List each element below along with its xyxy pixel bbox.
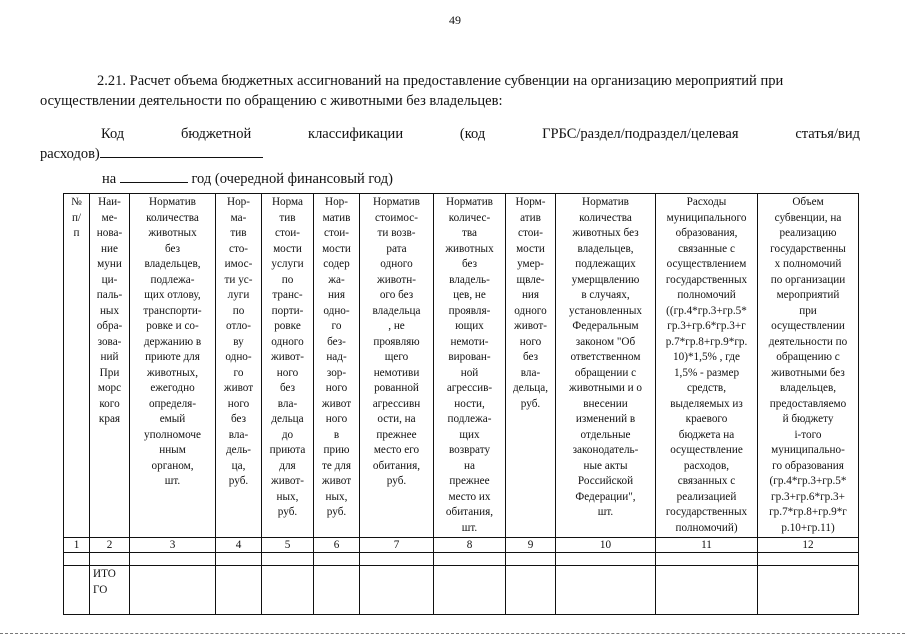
classification-word: статья/вид <box>795 126 860 142</box>
column-number: 7 <box>360 538 434 553</box>
table-cell <box>216 553 262 566</box>
classification-word: Код <box>101 126 125 142</box>
table-cell <box>506 553 556 566</box>
year-suffix: год (очередной финансовый год) <box>191 171 393 187</box>
column-number: 12 <box>758 538 859 553</box>
blank-line <box>100 157 263 158</box>
table-cell <box>130 566 216 615</box>
classification-word: ГРБС/раздел/подраздел/целевая <box>542 126 739 142</box>
column-number: 2 <box>90 538 130 553</box>
table-cell <box>556 553 656 566</box>
section-heading: 2.21. Расчет объема бюджетных ассигнований на предоставление субвенции на организацию мероприятий при осуществлении деятельности по обращению с животными без владельцев: <box>40 73 784 109</box>
table-cell <box>64 553 90 566</box>
table-cell <box>64 566 90 615</box>
table-cell <box>130 553 216 566</box>
header-cell: Расходы муниципального образования, связанные с осуществлением государственных полномочий ((гр.4*гр.3+гр.5* гр.3+гр.6*гр.3+г р.7*гр.8+гр.9*гр. 10)*1,5% , где 1,5% - размер средств, выделяемых из краевого бюджета на осуществление расходов, связанных с реализацией государственных полномочий) <box>656 194 758 538</box>
column-number: 3 <box>130 538 216 553</box>
header-cell: Наи- ме- нова- ние муни ци- паль- ных обра- зова- ний При морс кого края <box>90 194 130 538</box>
header-cell: Нор- матив стои- мости содер жа- ния одно- го без- над- зор- ного живот ного в прию те для живот ных, руб. <box>314 194 360 538</box>
table-cell <box>262 553 314 566</box>
table-cell <box>360 566 434 615</box>
column-number: 9 <box>506 538 556 553</box>
year-blank <box>120 182 188 183</box>
header-cell: Нор- ма- тив сто- имос- ти ус- луги по отло- ву одно- го живот ного без вла- дель- ца, руб. <box>216 194 262 538</box>
header-cell: Норматив стоимос- ти возв- рата одного животн- ого без владельца , не проявляю щего немотиви рованной агрессивн ости, на прежнее место его обитания, руб. <box>360 194 434 538</box>
classification-word: классификации <box>308 126 404 142</box>
table-cell <box>656 553 758 566</box>
table-cell <box>314 553 360 566</box>
table-cell <box>506 566 556 615</box>
header-cell: Норм- атив стои- мости умер- щвле- ния одного живот- ного без вла- дельца, руб. <box>506 194 556 538</box>
table-cell <box>656 566 758 615</box>
classification-line <box>40 124 860 144</box>
column-number: 10 <box>556 538 656 553</box>
calculation-table <box>63 193 859 615</box>
table-cell <box>90 553 130 566</box>
table-cell <box>216 566 262 615</box>
column-number: 8 <box>434 538 506 553</box>
table-row-total <box>64 566 859 615</box>
header-cell: Норматив количес- тва животных без владель- цев, не проявля- ющих немоти- вирован- ной агрессив- ности, подлежа- щих возврату на прежнее место их обитания, шт. <box>434 194 506 538</box>
classification-word: бюджетной <box>180 126 252 142</box>
table-cell <box>758 553 859 566</box>
year-line <box>102 169 905 189</box>
table-cell <box>262 566 314 615</box>
classification-word: (код <box>459 126 486 142</box>
column-number: 5 <box>262 538 314 553</box>
classification-continuation <box>40 144 860 164</box>
table-cell <box>556 566 656 615</box>
header-cell: Норма тив стои- мости услуги по транс- порти- ровке одного живот- ного без вла- дельца до приюта для живот- ных, руб. <box>262 194 314 538</box>
header-cell: Объем субвенции, на реализацию государственны х полномочий по организации мероприятий при осуществлении деятельности по обращению с животными без владельцев, предоставляемо й бюджету i-того муниципально- го образования (гр.4*гр.3+гр.5* гр.3+гр.6*гр.3+ гр.7*гр.8+гр.9*г р.10+гр.11) <box>758 194 859 538</box>
header-cell: № п/ п <box>64 194 90 538</box>
table-header-row <box>64 194 859 538</box>
page-number: 49 <box>449 13 461 27</box>
table-cell <box>434 553 506 566</box>
classification-block <box>40 124 860 164</box>
table-cell <box>434 566 506 615</box>
classification-continuation-text: расходов) <box>40 146 100 162</box>
year-prefix: на <box>102 171 117 187</box>
table-cell <box>758 566 859 615</box>
column-number: 6 <box>314 538 360 553</box>
column-number: 4 <box>216 538 262 553</box>
table-cell <box>360 553 434 566</box>
column-number: 11 <box>656 538 758 553</box>
total-label: ИТО ГО <box>90 566 130 615</box>
page-edge-line <box>0 633 905 634</box>
table-cell <box>314 566 360 615</box>
column-number: 1 <box>64 538 90 553</box>
header-cell: Норматив количества животных без владельцев, подлежа- щих отлову, транспорти- ровке и со- держанию в приюте для животных, ежегодно определя- емый уполномоче нным органом, шт. <box>130 194 216 538</box>
column-number-row <box>64 538 859 553</box>
table-row-empty <box>64 553 859 566</box>
header-cell: Норматив количества животных без владельцев, подлежащих умерщвлению в случаях, установленных Федеральным законом "Об ответственном обращении с животными и о внесении изменений в отдельные законодатель- ные акты Российской Федерации", шт. <box>556 194 656 538</box>
